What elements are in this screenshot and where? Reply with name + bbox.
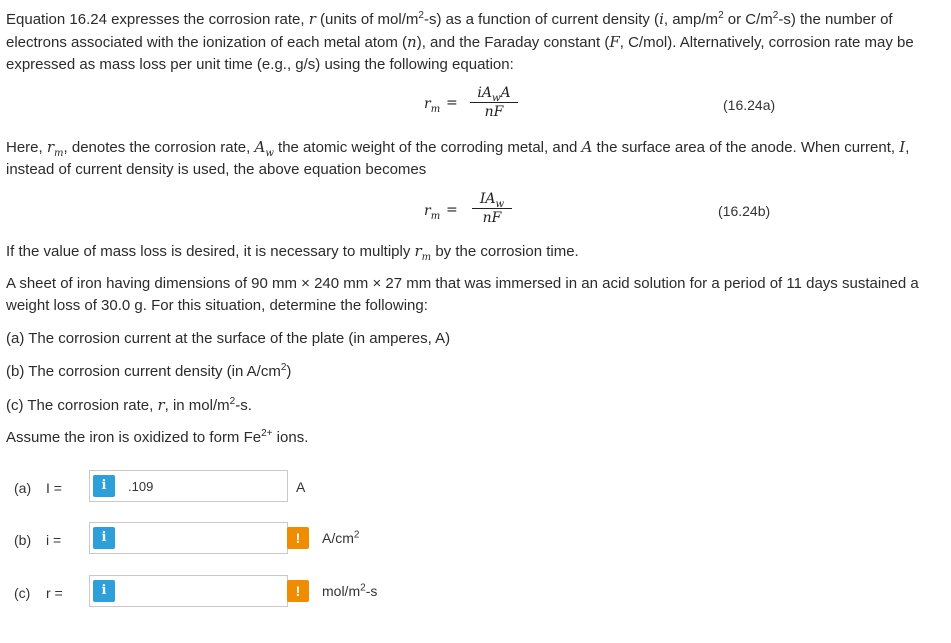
answer-input-c[interactable] xyxy=(89,575,288,607)
problem-statement: A sheet of iron having dimensions of 90 mm × 240 mm × 27 mm that was immersed in an acid solution for a period of 11 days sustained a weight loss of 30.0 g. For this situation, determine the following: xyxy=(6,275,919,314)
equation-label: (16.24a) xyxy=(723,97,776,113)
answer-variable: r = xyxy=(46,585,63,601)
intro-text: or C/m xyxy=(723,11,773,28)
info-icon[interactable]: i xyxy=(93,475,115,497)
question-a: (a) The corrosion current at the surface of the plate (in amperes, A) xyxy=(6,330,451,347)
symbol-F: F xyxy=(609,33,620,51)
question-c: (c) The corrosion rate, r, in mol/$m^2-s$. xyxy=(6,396,252,414)
answer-label: (b) xyxy=(14,532,32,548)
intro-paragraph xyxy=(6,8,941,76)
warning-icon: ! xyxy=(287,580,309,602)
symbol-i: i xyxy=(659,10,664,28)
superscript: 2 xyxy=(718,10,724,21)
equation-fraction: $iA_wA$ nF xyxy=(470,85,518,120)
info-icon[interactable]: i xyxy=(93,580,115,602)
intro-text: -s) as a function of current density ( xyxy=(423,11,660,28)
answer-input-b[interactable] xyxy=(89,522,288,554)
intro-text: , amp/m xyxy=(663,11,719,28)
symbol-n: n xyxy=(407,33,417,51)
intro-text: -s) the number of electrons associated with the ionization of each metal atom ( xyxy=(6,11,893,51)
warning-icon: ! xyxy=(287,527,309,549)
question-b: (b) The corrosion current density (in $A/cm^2$) xyxy=(6,362,292,380)
assumption-note: Assume the iron is oxidized to form $Fe^{2+}$ ions. xyxy=(6,428,309,446)
answer-unit: mol/$m^2-s$ xyxy=(322,582,378,599)
intro-text: ), and the Faraday constant ( xyxy=(416,34,610,51)
answer-value: .109 xyxy=(128,479,154,494)
equation-fraction: $IA_w$ nF xyxy=(472,191,512,226)
equation-label: (16.24b) xyxy=(718,203,771,219)
superscript: 2 xyxy=(418,10,424,21)
answer-label: (c) xyxy=(14,585,31,601)
intro-text: (units of mol/m xyxy=(315,11,419,28)
answer-variable: I = xyxy=(46,480,62,496)
answer-unit: A xyxy=(296,479,306,495)
answer-unit: $A/cm^2$ xyxy=(322,529,360,546)
explanation-paragraph: Here, $r_m$, denotes the corrosion rate, $A_w$ the atomic weight of the corroding metal, and A the surface area of the anode. When current, I, instead of current density is used, the above equation becomes xyxy=(6,138,910,178)
answer-variable: i = xyxy=(46,532,62,548)
equation-lhs: $r_m$ xyxy=(424,203,441,222)
equation-equals: = xyxy=(446,202,458,218)
intro-text: Equation 16.24 expresses the corrosion rate, xyxy=(6,11,309,28)
equation-lhs: $r_m$ xyxy=(424,96,441,115)
intro-text: , C/mol). Alternatively, corrosion rate may be expressed as mass loss per unit time (e.g., g/s) using the following equation: xyxy=(6,34,914,73)
symbol-r: r xyxy=(308,10,316,28)
answer-label: (a) xyxy=(14,480,32,496)
info-icon[interactable]: i xyxy=(93,527,115,549)
equation-equals: = xyxy=(446,95,458,111)
superscript: 2 xyxy=(772,10,779,21)
mass-loss-paragraph: If the value of mass loss is desired, it is necessary to multiply $r_m$ by the corrosion time. xyxy=(6,242,579,263)
answer-input-a[interactable] xyxy=(89,470,288,502)
